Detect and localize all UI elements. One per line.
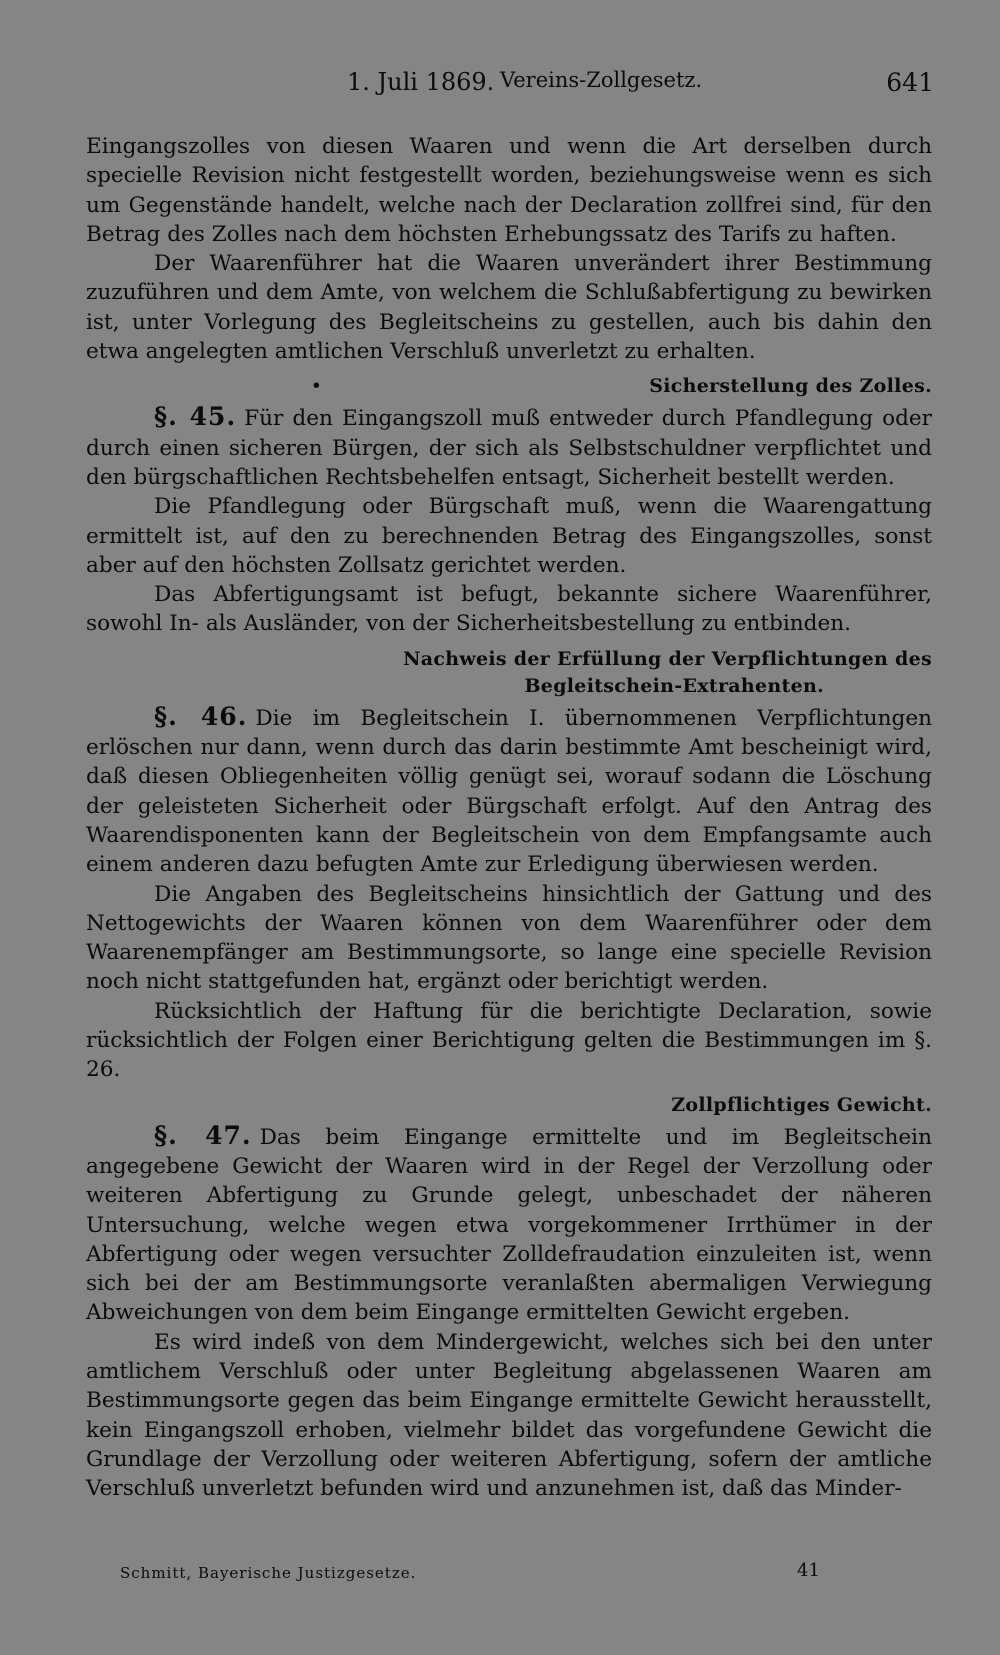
section-heading	[86, 646, 932, 700]
signature-number: 41	[797, 1560, 820, 1581]
paragraph: Eingangszolles von diesen Waaren und wenn die Art derselben durch specielle Revision nicht festgestellt worden, beziehungsweise wenn es sich um Gegenstände handelt, welche nach der Declaration zollfrei sind, für den Betrag des Zolles nach dem höchsten Erhebungssatz des Tarifs zu haften.	[86, 134, 932, 247]
section-heading	[86, 1092, 932, 1119]
header-title: Vereins-Zollgesetz.	[500, 68, 703, 92]
bullet-mark: •	[310, 375, 323, 398]
paragraph: Rücksichtlich der Haftung für die berichtigte Declaration, sowie rücksichtlich der Folgen einer Berichtigung gelten die Bestimmungen im §. 26.	[86, 998, 932, 1083]
section-heading	[86, 373, 932, 400]
body-text	[86, 132, 932, 1503]
section-heading-text: Zollpflichtiges Gewicht.	[671, 1093, 932, 1116]
paragraph: Die Angaben des Begleitscheins hinsichtlich der Gattung und des Nettogewichts der Waaren können von dem Waarenführer oder dem Waarenempfänger am Bestimmungsorte, so lange eine specielle Revision noch nicht stattgefunden hat, ergänzt oder berichtigt werden.	[86, 881, 932, 995]
section-text: Für den Eingangszoll muß entweder durch Pfandlegung oder durch einen sicheren Bürgen, der sich als Selbstschuldner verpflichtet und den bürgschaftlichen Rechtsbehelfen entsagt, Sicherheit bestellt werden.	[86, 406, 932, 490]
section-text: Das beim Eingange ermittelte und im Begleitschein angegebene Gewicht der Waaren wird in der Regel der Verzollung oder weiteren Abfertigung zu Grunde gelegt, unbeschadet der näheren Untersuchung, welche wegen etwa vorgekommener Irrthümer in der Abfertigung oder wegen versuchter Zolldefraudation einzuleiten ist, wenn sich bei der am Bestimmungsorte veranlaßten abermaligen Verwiegung Abweichungen von dem beim Eingange ermittelten Gewicht ergeben.	[86, 1124, 932, 1326]
header-date: 1. Juli 1869.	[347, 68, 495, 96]
paragraph: Der Waarenführer hat die Waaren unverändert ihrer Bestimmung zuzuführen und dem Amte, von welchem die Schlußabfertigung zu bewirken ist, unter Vorlegung des Begleitscheins zu gestellen, auch bis dahin den etwa angelegten amtlichen Verschluß unverletzt zu erhalten.	[86, 251, 932, 365]
section-number: §. 46.	[154, 701, 248, 731]
section-number: §. 47.	[154, 1120, 252, 1150]
page-number: 641	[886, 68, 934, 97]
section-heading-text: Sicherstellung des Zolles.	[649, 375, 932, 398]
paragraph: Es wird indeß von dem Mindergewicht, welches sich bei den unter amtlichem Verschluß oder unter Begleitung abgelassenen Waaren am Bestimmungsorte gegen das beim Eingange ermittelte Gewicht herausstellt, kein Eingangszoll erhoben, vielmehr bildet das vorgefundene Gewicht die Grundlage der Verzollung oder weiteren Abfertigung, sofern der amtliche Verschluß unverletzt befunden wird und anzunehmen ist, daß das Minder-	[86, 1329, 932, 1502]
paragraph	[86, 702, 932, 880]
paragraph	[86, 1121, 932, 1328]
paragraph: Die Pfandlegung oder Bürgschaft muß, wenn die Waarengattung ermittelt ist, auf den zu berechnenden Betrag des Eingangszolles, sonst aber auf den höchsten Zollsatz gerichtet werden.	[86, 494, 932, 578]
section-text: Die im Begleitschein I. übernommenen Verpflichtungen erlöschen nur dann, wenn durch das darin bestimmte Amt bescheinigt wird, daß diesen Obliegenheiten völlig genügt sei, worauf sodann die Löschung der geleisteten Sicherheit oder Bürgschaft erfolgt. Auf den Antrag des Waarendisponenten kann der Begleitschein von dem Empfangsamte auch einem anderen dazu befugten Amte zur Erledigung überwiesen werden.	[86, 705, 933, 878]
section-heading-line: Begleitschein-Extrahenten.	[524, 674, 824, 697]
page-footer	[0, 1560, 1000, 1590]
section-number: §. 45.	[154, 402, 237, 432]
paragraph	[86, 402, 932, 492]
section-heading-line: Nachweis der Erfüllung der Verpflichtungen des	[403, 647, 932, 670]
footer-source: Schmitt, Bayerische Justizgesetze.	[120, 1564, 417, 1582]
page-header	[0, 68, 1000, 102]
paragraph: Das Abfertigungsamt ist befugt, bekannte sichere Waarenführer, sowohl In- als Ausländer, von der Sicherheitsbestellung zu entbinden.	[86, 582, 932, 637]
